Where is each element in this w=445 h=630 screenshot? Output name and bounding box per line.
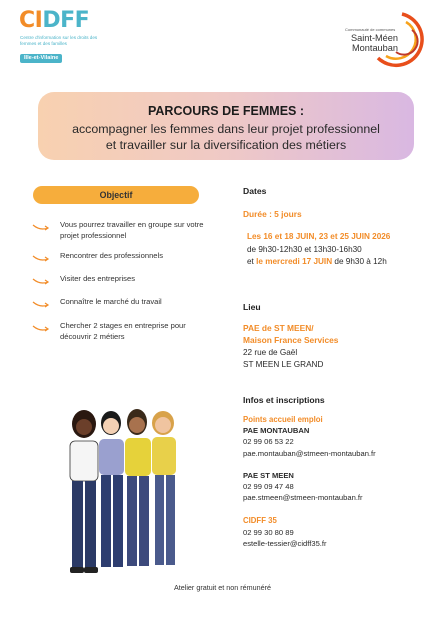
cidff-subtitle: Centre d'information sur les droits des femmes et des familles bbox=[20, 35, 98, 46]
arrow-icon bbox=[32, 324, 50, 332]
cidff-region-badge: Ille-et-Vilaine bbox=[20, 54, 62, 63]
infos-heading: Infos et inscriptions bbox=[243, 395, 325, 405]
points-accueil: Points accueil emploi bbox=[243, 415, 323, 424]
pae2-email[interactable]: pae.stmeen@stmeen-montauban.fr bbox=[243, 493, 363, 502]
date-line-2: et le mercredi 17 JUIN de 9h30 à 12h bbox=[247, 257, 387, 266]
lieu-address: 22 rue de Gaël ST MEEN LE GRAND bbox=[243, 348, 324, 369]
duree-text: Durée : 5 jours bbox=[243, 209, 302, 219]
pae2-phone: 02 99 09 47 48 bbox=[243, 482, 294, 491]
objectif-item: Vous pourrez travailler en groupe sur votre projet professionnel bbox=[60, 220, 204, 240]
cidff-logo: CIDFF bbox=[19, 8, 90, 33]
footer-note: Atelier gratuit et non rémunéré bbox=[173, 583, 272, 592]
arrow-icon bbox=[32, 300, 50, 308]
cidff35-email[interactable]: estelle-tessier@cidff35.fr bbox=[243, 539, 327, 548]
lieu-heading: Lieu bbox=[243, 302, 261, 312]
objectif-item: Rencontrer des professionnels bbox=[60, 251, 163, 260]
objectif-item: Visiter des entreprises bbox=[60, 274, 135, 283]
pae1-phone: 02 99 06 53 22 bbox=[243, 437, 294, 446]
objectif-item: Chercher 2 stages en entreprise pour découvrir 2 métiers bbox=[60, 321, 186, 341]
objectif-pill: Objectif bbox=[33, 186, 199, 204]
arrow-icon bbox=[32, 277, 50, 285]
banner-title: PARCOURS DE FEMMES : bbox=[147, 104, 305, 118]
pae1-name: PAE MONTAUBAN bbox=[243, 426, 310, 435]
dates-line: Les 16 et 18 JUIN, 23 et 25 JUIN 2026 bbox=[247, 232, 391, 241]
sm-community-label: Communauté de communes bbox=[345, 27, 396, 32]
cidff35-name: CIDFF 35 bbox=[243, 516, 277, 525]
sm-name: Saint-Méen Montauban bbox=[351, 33, 398, 53]
banner-subtitle: accompagner les femmes dans leur projet professionnel et travailler sur la diversification des métiers bbox=[72, 122, 380, 152]
dates-heading: Dates bbox=[243, 186, 267, 196]
arrow-icon bbox=[32, 254, 50, 262]
objectif-item: Connaître le marché du travail bbox=[60, 297, 162, 306]
arrow-icon bbox=[32, 223, 50, 231]
pae2-name: PAE ST MEEN bbox=[243, 471, 294, 480]
lieu-name: PAE de ST MEEN/ Maison France Services bbox=[243, 323, 339, 345]
pae1-email[interactable]: pae.montauban@stmeen-montauban.fr bbox=[243, 449, 376, 458]
hours-line: de 9h30-12h30 et 13h30-16h30 bbox=[247, 245, 362, 254]
women-group-illustration bbox=[60, 405, 195, 575]
cidff35-phone: 02 99 30 80 89 bbox=[243, 528, 294, 537]
